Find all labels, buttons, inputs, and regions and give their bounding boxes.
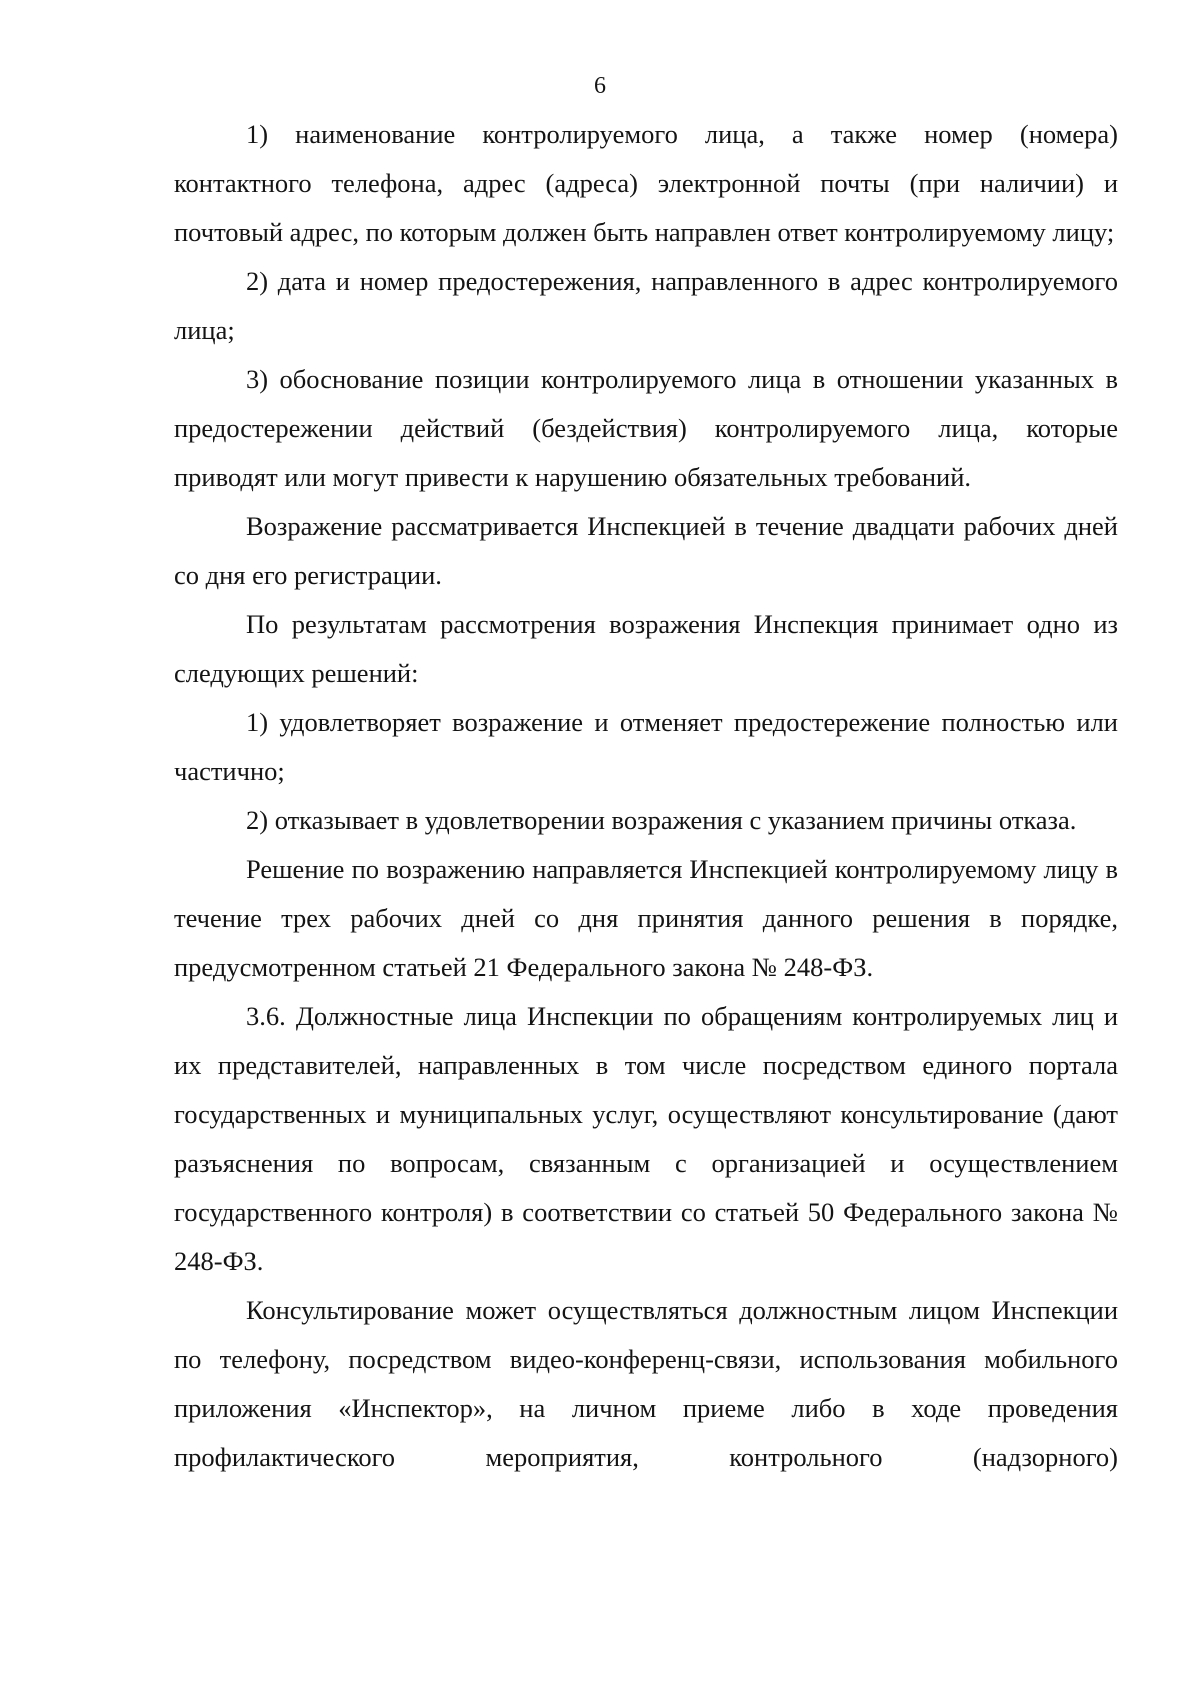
page-number: 6 [594, 73, 606, 99]
paragraph-item-1-contact-info: 1) наименование контролируемого лица, а также номер (номера) контактного телефона, адрес (адреса) электронной почты (при наличии) и почтовый адрес, по которым должен быть направлен ответ контролируемому лицу; [174, 119, 1118, 247]
paragraph-consulting-methods: Консультирование может осуществляться должностным лицом Инспекции по телефону, посредством видео-конференц-связи, использования мобильного приложения «Инспектор», на личном приеме либо в ходе проведения профилактического мероприятия, контрольного (надзорного) [174, 1295, 1118, 1472]
paragraph-decision-sent: Решение по возражению направляется Инспекцией контролируемому лицу в течение трех рабочих дней со дня принятия данного решения в порядке, предусмотренном статьей 21 Федерального закона № 248-ФЗ. [174, 854, 1118, 982]
paragraph-objection-review: Возражение рассматривается Инспекцией в течение двадцати рабочих дней со дня его регистрации. [174, 511, 1118, 590]
paragraph-item-3-justification: 3) обоснование позиции контролируемого лица в отношении указанных в предостережении действий (бездействия) контролируемого лица, которые приводят или могут привести к нарушению обязательных требований. [174, 364, 1118, 492]
paragraph-decision-1-satisfy: 1) удовлетворяет возражение и отменяет предостережение полностью или частично; [174, 707, 1118, 786]
paragraph-section-3-6: 3.6. Должностные лица Инспекции по обращениям контролируемых лиц и их представителей, направленных в том числе посредством единого портала государственных и муниципальных услуг, осуществляют консультирование (дают разъяснения по вопросам, связанным с организацией и осуществлением государственного контроля) в соответствии со статьей 50 Федерального закона № 248-ФЗ. [174, 1001, 1118, 1276]
paragraph-review-results: По результатам рассмотрения возражения Инспекция принимает одно из следующих решений: [174, 609, 1118, 688]
paragraph-decision-2-refuse: 2) отказывает в удовлетворении возражения с указанием причины отказа. [246, 805, 1077, 835]
document-body [174, 110, 1118, 1482]
paragraph-item-2-warning-date: 2) дата и номер предостережения, направленного в адрес контролируемого лица; [174, 266, 1118, 345]
